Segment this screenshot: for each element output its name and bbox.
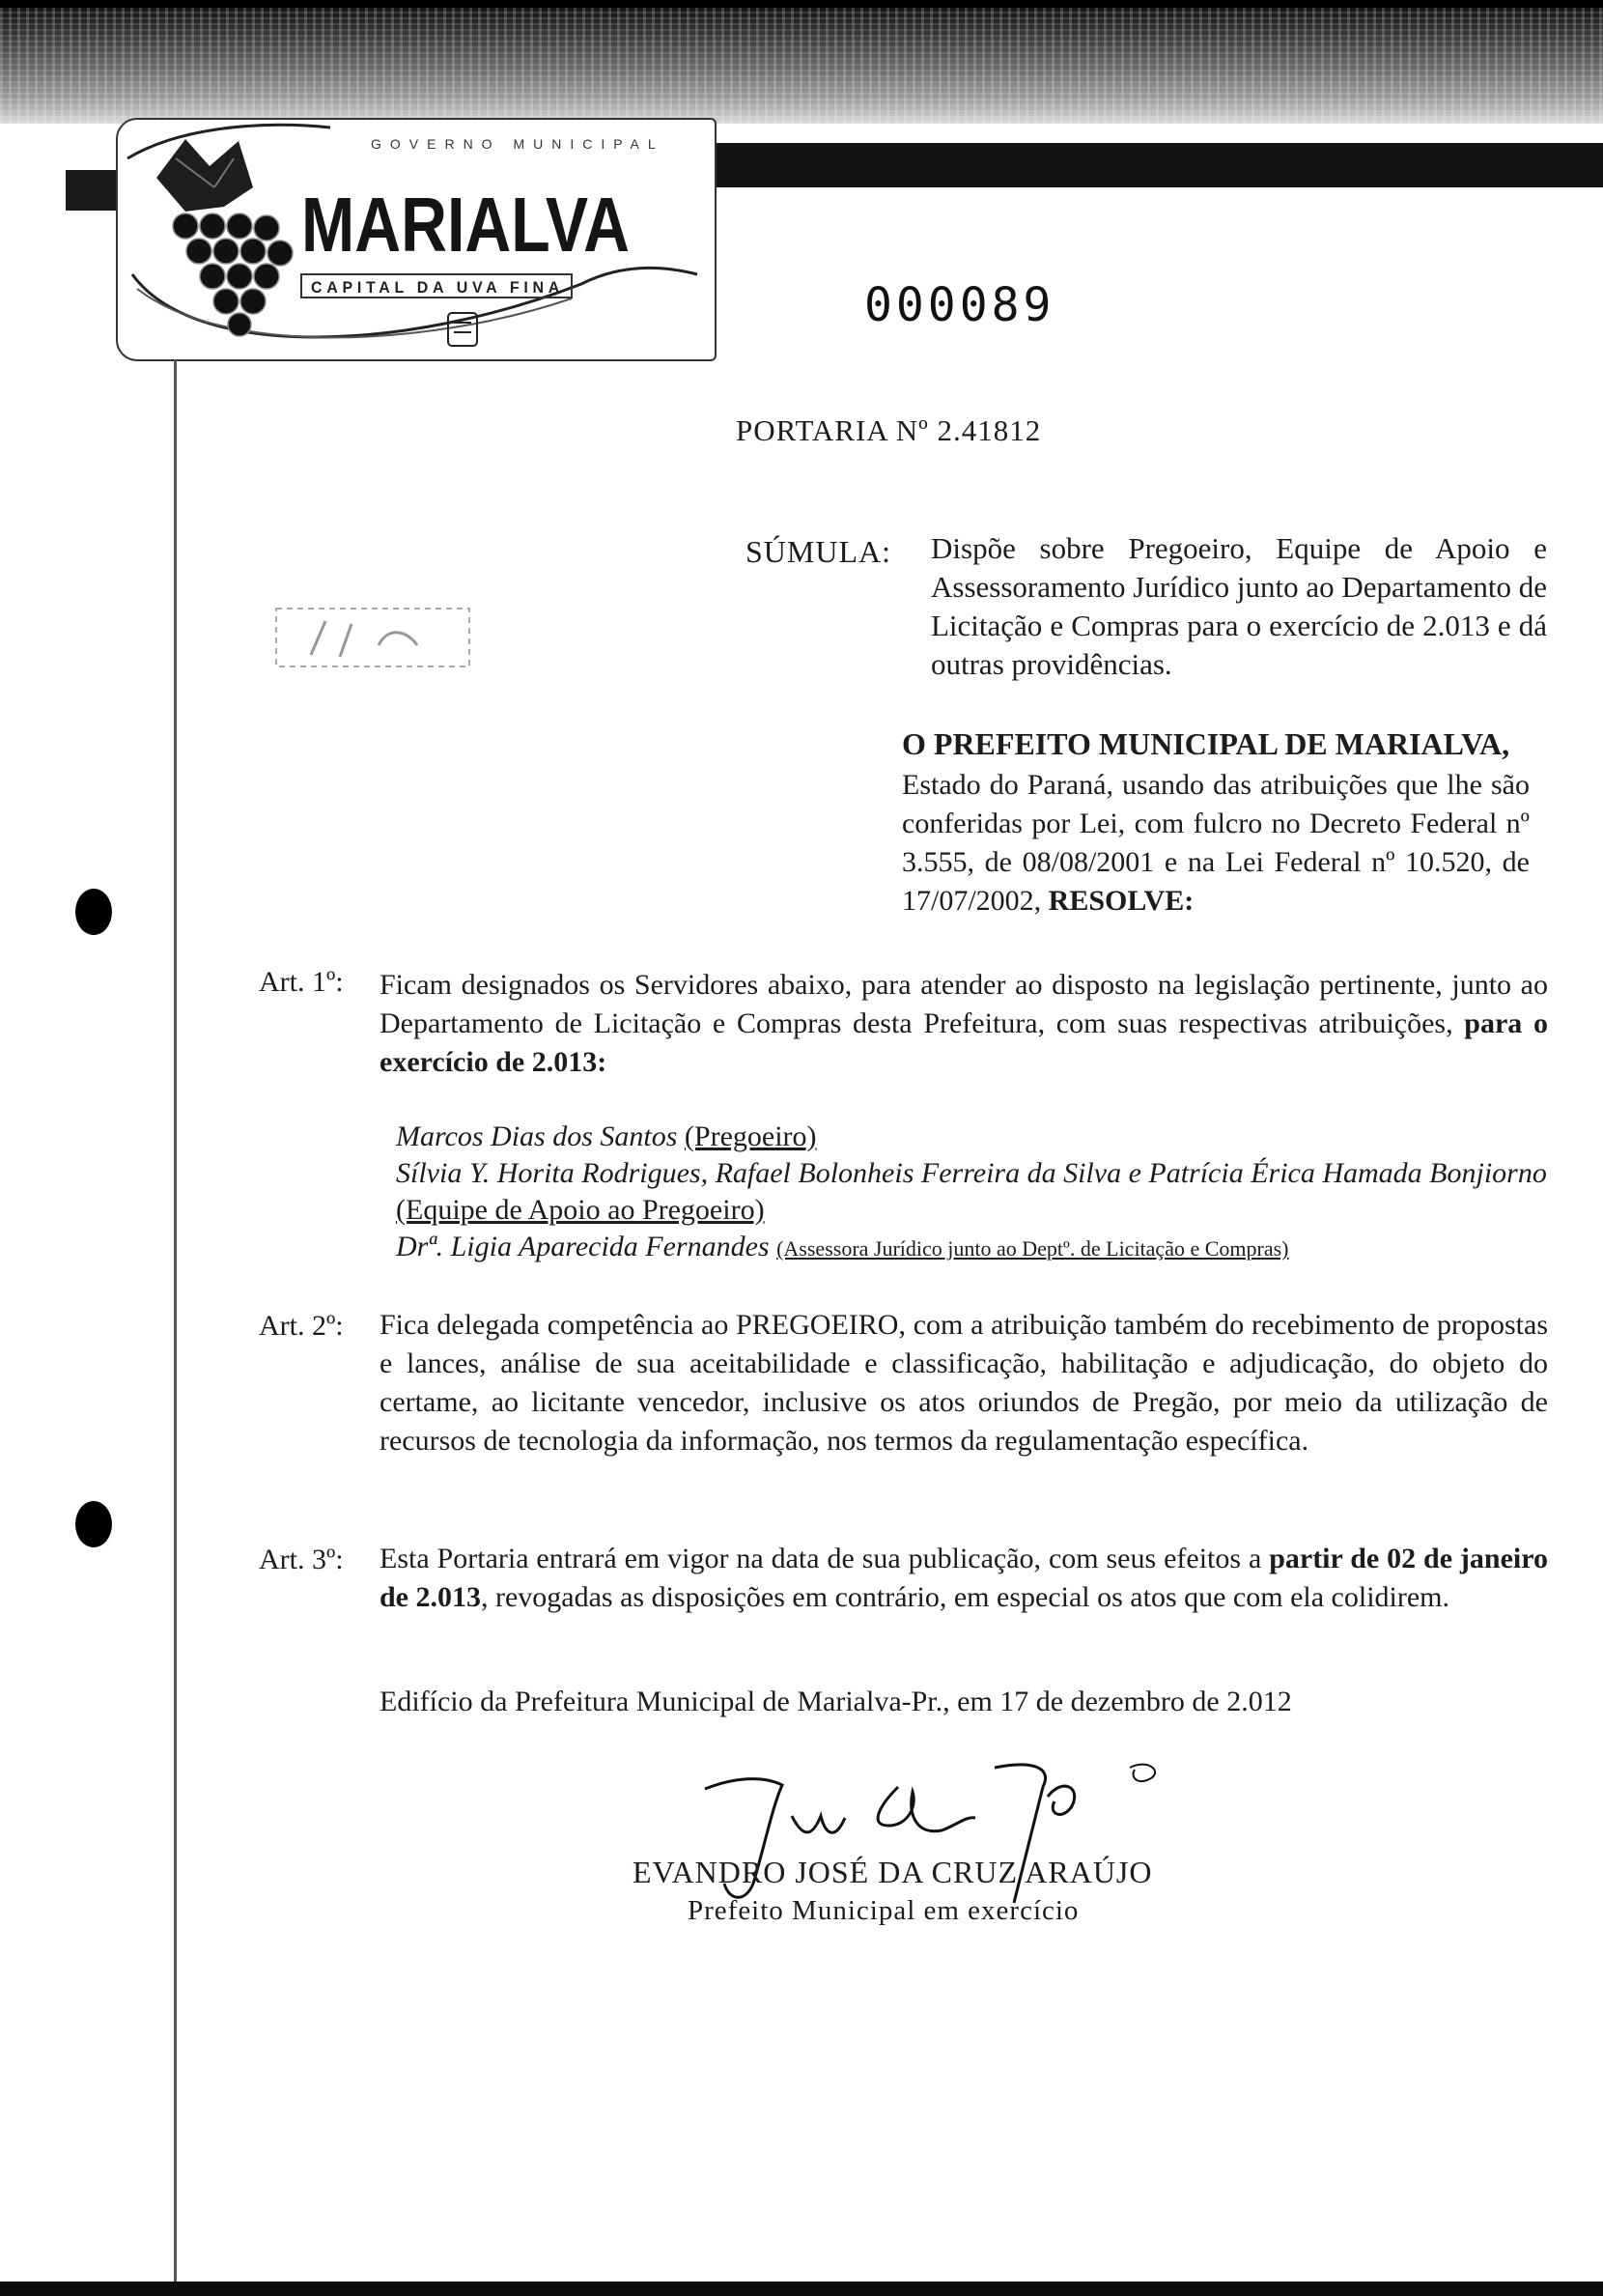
closing-line: Edifício da Prefeitura Municipal de Marialva-Pr., em 17 de dezembro de 2.012 bbox=[380, 1686, 1292, 1717]
designation-role: (Pregoeiro) bbox=[684, 1120, 817, 1152]
article-1-label: Art. 1º: bbox=[259, 966, 344, 998]
header-bar-right bbox=[715, 143, 1603, 187]
article-3-body: Esta Portaria entrará em vigor na data de sua publicação, com seus efeitos a bbox=[380, 1543, 1262, 1574]
article-2-label: Art. 2º: bbox=[259, 1310, 344, 1342]
top-edge bbox=[0, 0, 1603, 8]
article-3-bold: partir de 02 de janeiro de 2.013 bbox=[380, 1543, 1549, 1613]
article-1-body: Ficam designados os Servidores abaixo, para atender ao disposto na legislação pertinente, junto ao Departamento de Licitação e Compras desta Prefeitura, com suas respectivas atribuições, bbox=[380, 969, 1548, 1039]
designation-role: (Assessora Jurídico junto ao Deptº. de Licitação e Compras) bbox=[776, 1236, 1289, 1261]
article-3-text bbox=[380, 1540, 1548, 1617]
protocol-stamp-icon bbox=[272, 587, 494, 684]
logo-name: MARIALVA bbox=[301, 182, 630, 268]
left-margin-line bbox=[174, 359, 177, 2282]
preamble-resolve: RESOLVE: bbox=[1048, 885, 1195, 917]
page-title: PORTARIA Nº 2.41812 bbox=[736, 413, 1042, 447]
designation-role: (Equipe de Apoio ao Pregoeiro) bbox=[396, 1194, 765, 1226]
signer-role: Prefeito Municipal em exercício bbox=[688, 1895, 1080, 1926]
designation-item bbox=[396, 1155, 1555, 1229]
marialva-logo bbox=[116, 118, 717, 361]
signer-name: EVANDRO JOSÉ DA CRUZ ARAÚJO bbox=[633, 1855, 1153, 1889]
designation-names: Marcos Dias dos Santos bbox=[396, 1120, 678, 1152]
preamble-heading: O PREFEITO MUNICIPAL DE MARIALVA, bbox=[902, 726, 1510, 761]
designation-list bbox=[396, 1119, 1555, 1267]
article-2-text: Fica delegada competência ao PREGOEIRO, com a atribuição também do recebimento de propostas e lances, análise de sua aceitabilidade e classificação, habilitação e adjudicação, do objeto do certame, ao licitante vencedor, inclusive os atos oriundos de Pregão, por meio da utilização de recursos de tecnologia da informação, nos termos da regulamentação específica. bbox=[380, 1309, 1548, 1457]
article-1-text bbox=[380, 966, 1548, 1082]
punch-hole-bottom bbox=[75, 1501, 112, 1547]
grape-logo-icon bbox=[118, 120, 715, 359]
preamble-text bbox=[902, 766, 1530, 921]
preamble-body: Estado do Paraná, usando das atribuições que lhe são conferidas por Lei, com fulcro no Decreto Federal nº 3.555, de 08/08/2001 e na Lei Federal nº 10.520, de 17/07/2002, bbox=[902, 769, 1530, 917]
designation-names: Drª. Ligia Aparecida Fernandes bbox=[396, 1231, 770, 1262]
designation-item bbox=[396, 1119, 1555, 1155]
article-1-bold: para o exercício de 2.013: bbox=[380, 1007, 1548, 1078]
scanned-header-band bbox=[0, 0, 1603, 124]
document-number: 000089 bbox=[864, 278, 1055, 332]
logo-top-text: GOVERNO MUNICIPAL bbox=[371, 136, 664, 152]
designation-names: Sílvia Y. Horita Rodrigues, Rafael Bolonheis Ferreira da Silva e Patrícia Érica Hamada Bonjiorno bbox=[396, 1157, 1547, 1189]
sumula-text: Dispõe sobre Pregoeiro, Equipe de Apoio e Assessoramento Jurídico junto ao Departamento de Licitação e Compras para o exercício de 2.013 e dá outras providências. bbox=[931, 531, 1547, 681]
article-3-label: Art. 3º: bbox=[259, 1544, 344, 1575]
punch-hole-top bbox=[75, 889, 112, 935]
designation-item bbox=[396, 1229, 1555, 1267]
sumula-label: SÚMULA: bbox=[745, 534, 892, 569]
logo-tagline: CAPITAL DA UVA FINA bbox=[311, 278, 564, 297]
article-3-tail: , revogadas as disposições em contrário, em especial os atos que com ela colidirem. bbox=[481, 1581, 1450, 1613]
bottom-edge bbox=[0, 2282, 1603, 2296]
